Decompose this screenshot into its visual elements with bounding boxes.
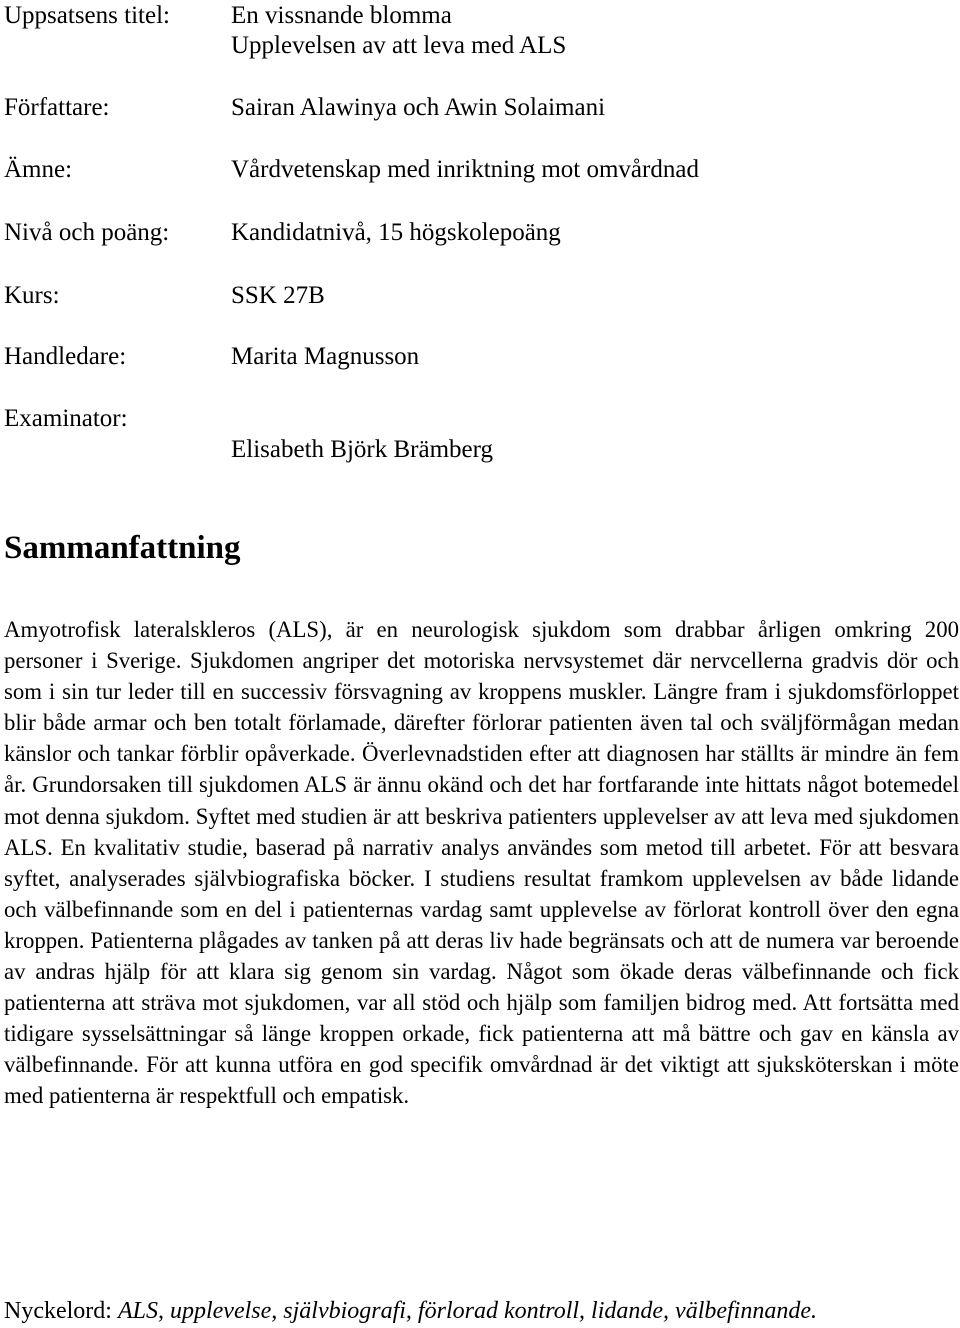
abstract-text: Amyotrofisk lateralskleros (ALS), är en neurologisk sjukdom som drabbar årligen omkring 200 personer i Sverige. Sjukdomen angriper det motoriska nervsystemet där nervcellerna gradvis dör och som i sin tur leder till en successiv försvagning av kroppens muskler. Längre fram i sjukdomsförloppet blir både armar och ben totalt förlamade, därefter förlorar patienten även tal och sväljförmågan medan känslor och tankar förblir opåverkade. Överlevnadstiden efter att diagnosen har ställts är mindre än fem år. Grundorsaken till sjukdomen ALS är ännu okänd och det har fortfarande inte hittats något botemedel mot denna sjukdom. Syftet med studien är att beskriva patienters upplevelser av att leva med sjukdomen ALS. En kvalitativ studie, baserad på narrativ analys användes som metod till arbetet. För att besvara syftet, analyserades självbiografiska böcker. I studiens resultat framkom upplevelsen av både lidande och välbefinnande som en del i patienternas vardag samt upplevelse av förlorat kontroll över den egna kroppen. Patienterna plågades av tanken på att deras liv hade begränsats och att de numera var beroende av andras hjälp för att klara sig genom sin vardag. Något som ökade deras välbefinnande och fick patienterna att sträva mot sjukdomen, var all stöd och hjälp som familjen bidrog med. Att fortsätta med tidigare sysselsättningar så länge kroppen orkade, fick patienterna att må bättre och gav en känsla av välbefinnande. För att kunna utföra en god specifik omvårdnad är det viktigt att sjuksköterskan i möte med patienterna är respektfull och empatisk.	[4, 617, 959, 1109]
subject-label: Ämne:	[4, 156, 73, 183]
level-label: Nivå och poäng:	[4, 219, 170, 246]
keywords-line	[4, 1296, 817, 1327]
keywords-value: ALS, upplevelse, självbiografi, förlorad kontroll, lidande, välbefinnande.	[117, 1298, 818, 1324]
authors-label: Författare:	[4, 94, 110, 121]
course-value: SSK 27B	[231, 282, 325, 309]
supervisor-value: Marita Magnusson	[231, 343, 420, 370]
subject-value: Vårdvetenskap med inriktning mot omvårdnad	[231, 156, 699, 183]
examiner-value: Elisabeth Björk Brämberg	[231, 436, 493, 463]
authors-value: Sairan Alawinya och Awin Solaimani	[231, 94, 606, 121]
supervisor-label: Handledare:	[4, 343, 127, 370]
level-value: Kandidatnivå, 15 högskolepoäng	[231, 219, 561, 246]
title-value: En vissnande blomma	[231, 2, 452, 29]
abstract-heading: Sammanfattning	[4, 530, 241, 566]
course-label: Kurs:	[4, 282, 60, 309]
subtitle-value: Upplevelsen av att leva med ALS	[231, 32, 567, 59]
title-label: Uppsatsens titel:	[4, 2, 170, 29]
examiner-label: Examinator:	[4, 405, 128, 432]
keywords-label: Nyckelord:	[4, 1298, 118, 1324]
